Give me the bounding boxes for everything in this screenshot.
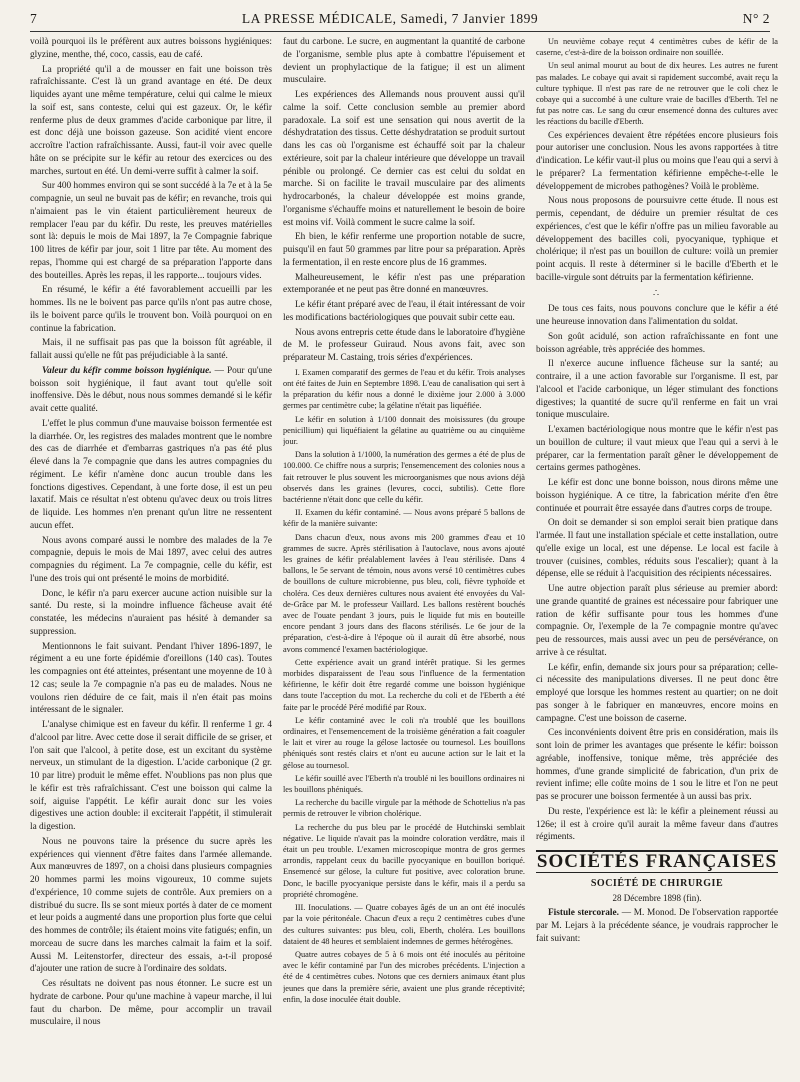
column-3 xyxy=(536,36,778,1074)
article-heading: Fistule stercorale. xyxy=(548,908,619,919)
society-heading: SOCIÉTÉ DE CHIRURGIE xyxy=(590,877,724,889)
paragraph: Malheureusement, le kéfir n'est pas une préparation extemporanée et ne peut pas être donné en manœuvres. xyxy=(283,272,525,296)
paragraph: On doit se demander si son emploi serait bien pratique dans l'armée. Il faut une installation spéciale et cette installation, outre qu'elle exige un local, est une dépense. Le local est facile à trouver (cuisines, combles, réduits sous l'escalier); quant à la dépense, elle se réduit à l'acquisition des récipients nécessaires. xyxy=(536,518,778,580)
journal-title: LA PRESSE MÉDICALE, Samedi, 7 Janvier 1899 xyxy=(241,11,539,26)
paragraph: Le kéfir est donc une bonne boisson, nous dirons même une boisson hygiénique. A ce titre, la fabrication mérite d'en être continuée et pourrait être essayée dans d'autres corps de troupe. xyxy=(536,478,778,514)
paragraph: Le kéfir étant préparé avec de l'eau, il était intéressant de voir les modifications bactériologiques que pouvait subir cette eau. xyxy=(283,300,525,323)
paragraph: Son goût acidulé, son action rafraîchissante en font une boisson agréable, très appréciée des hommes. xyxy=(536,331,778,355)
experiment-paragraph: Dans la solution à 1/1000, la numération des germes a été de plus de 100.000. Ce chiffre nous a surpris; l'ensemencement des colonies nous a fait retrouver le plus souvent les microorganismes que nous avions déjà observés dans les graines (levures, cocci, subtilis). Cette flore bactérienne n'était donc que celle du kéfir. xyxy=(283,450,525,504)
subsection-heading: Valeur du kéfir comme boisson hygiénique. xyxy=(42,365,212,376)
paragraph: Il n'exerce aucune influence fâcheuse sur la santé; au contraire, il a une action favorable sur l'organisme. Il est, par l'alcool et l'acide carbonique, un léger stimulant des fonctions digestives; la quantité de sucre qu'il renferme en fait un vrai tonique musculaire. xyxy=(536,359,778,421)
paragraph-text: — M. Monod. De l'observation rapportée par M. Lejars à la précédente séance, je voudrais rapprocher le fait suivant: xyxy=(536,908,778,944)
paragraph: faut du carbone. Le sucre, en augmentant la quantité de carbone de l'organisme, semble plus apte à combattre l'épuisement et devient un prophylactique de la fatigue; il est un aliment musculaire. xyxy=(283,37,525,86)
experiment-paragraph: Cette expérience avait un grand intérêt pratique. Si les germes morbides disparaissent de l'eau sous l'influence de la fermentation kéfirienne, le kéfir doit être regardé comme une boisson hygiénique dans toute l'acception du mot. La recherche du coli et de l'Eberth a été faite par le procédé Péré modifié par Roux. xyxy=(283,657,525,712)
page-header xyxy=(30,10,770,28)
section-title: SOCIÉTÉS FRANÇAISES xyxy=(536,851,778,873)
paragraph: La propriété qu'il a de mousser en fait une boisson très rafraîchissante. C'est là un grand avantage en été. De deux liquides ayant une même température, celui qui calme le mieux la soif est, sans conteste, celui qui est gazeux. Or, le kéfir renferme plus de deux grammes d'acide carbonique par litre, il est donc déjà une boisson gazeuse. Son acidité vient encore accroître l'action rafraîchissante. Aussi, faut-il voir avec quelle hâte on se précipite sur le kéfir au retour des exercices ou des marches, surtout en été. Un demi-verre suffit à calmer la soif. xyxy=(30,64,272,177)
column-1 xyxy=(30,36,272,1074)
paragraph: Nous ne pouvons taire la présence du sucre après les expériences qui viennent d'être faites dans l'armée allemande. Aux manœuvres de 1897, on a choisi dans plusieurs compagnies 20 hommes parmi les moins vigoureux, 10 comme sujets d'expérience, 10 comme sujets de contrôle. Aux premiers on a distribué du sucre. Ils se sont mieux portés à dater de ce moment et leur poids a augmenté dans une proportion plus forte que celui des hommes de contrôle; ils étaient moins vite fatigués; enfin, un morceau de sucre dans les marches calmait la faim et la soif. Aussi M. Leitenstorfer, directeur des essais, a-t-il proposé d'ajouter une ration de sucre à l'ordinaire des soldats. xyxy=(30,836,272,975)
paragraph: Du reste, l'expérience est là: le kéfir a pleinement réussi au 126e; il est à croire qu'il aurait la même faveur dans d'autres régiments. xyxy=(536,806,778,843)
experiment-paragraph: Quatre autres cobayes de 5 à 6 mois ont été inoculés au péritoine avec le kéfir contaminé par l'un des microbes précédents. L'injection a été de 4 centimètres cubes. Notons que ces derniers animaux étant plus jeunes que dans la première série, avaient une plus grande réceptivité; enfin, la dose inoculée était double. xyxy=(283,949,525,1004)
paragraph-text: — Pour qu'une boisson soit hygiénique, il faut avant tout qu'elle soit inoffensive. Dès le début, nous nous sommes demandé si le kéfir avait cette qualité. xyxy=(30,365,272,414)
header-rule xyxy=(30,31,770,32)
paragraph: Ces résultats ne doivent pas nous étonner. Le sucre est un hydrate de carbone. Pour qu'une machine à vapeur marche, il lui faut du charbon. De même, pour accomplir un travail musculaire, il nous xyxy=(30,979,272,1028)
experiment-paragraph: III. Inoculations. — Quatre cobayes âgés de un an ont été inoculés par la voie péritonéale. Chacun d'eux a reçu 2 centimètres cubes d'une des cultures suivantes: pus bleu, coli, Eberth, choléra. Les bouillons dataient de 48 heures et semblaient indemnes de germes hétérogènes. xyxy=(283,903,525,946)
session-date: 28 Décembre 1898 (fin). xyxy=(612,892,702,903)
experiment-paragraph: I. Examen comparatif des germes de l'eau et du kéfir. Trois analyses ont été faites de Juin en Septembre 1898. L'eau de canalisation qui sert à la préparation du kéfir nous a donné le dixième jour 2.000 à 3.000 germes par centimètre cube; la gélatine n'était pas liquéfiée. xyxy=(283,367,525,411)
paragraph: Nous avons entrepris cette étude dans le laboratoire d'hygiène de M. le professeur Guiraud. Nous avons fait, avec son préparateur M. Castaing, trois séries d'expériences. xyxy=(283,327,525,363)
paragraph: De tous ces faits, nous pouvons conclure que le kéfir a été une heureuse innovation dans l'alimentation du soldat. xyxy=(536,304,778,328)
experiment-paragraph: La recherche du pus bleu par le procédé de Hutchinski semblait négative. Le liquide n'avait pas la moindre coloration verdâtre, mais il était un peu trouble. L'examen microscopique montra de gros germes arrondis, rappelant ceux du bacille pyocyanique en bouillon boriqué. Ensemencé sur gélose, la culture fut positive, avec coloration brune. Donc, le bacille pyocyanique persiste dans le kéfir, mais il a perdu sa propriété chromogène. xyxy=(283,822,525,899)
paragraph: Eh bien, le kéfir renferme une proportion notable de sucre, puisqu'il en faut 50 grammes par litre pour sa préparation. Après la fermentation, il en reste encore plus de 16 grammes. xyxy=(283,232,525,268)
section-asterism: ∴ xyxy=(653,288,661,299)
experiment-paragraph: Le kéfir souillé avec l'Eberth n'a troublé ni les bouillons ordinaires ni les bouillons phéniqués. xyxy=(283,773,525,795)
experiment-paragraph: II. Examen du kéfir contaminé. — Nous avons préparé 5 ballons de kéfir de la manière suivante: xyxy=(283,508,525,529)
paragraph: L'effet le plus commun d'une mauvaise boisson fermentée est la diarrhée. Or, les registres des malades montrent que le nombre des cas de diarrhée et d'embarras gastriques n'a pas été plus élevé dans la 7e compagnie que dans les autres compagnies du régiment. Le kéfir n'amène donc aucun trouble dans les fonctions digestives. Cependant, à une forte dose, il est un peu laxatif. Mais ce résultat n'est obtenu qu'avec deux ou trois litres de liquide. Les hommes n'en prenant qu'un litre ne ressentent aucun effet. xyxy=(30,418,272,531)
paragraph: Nous nous proposons de poursuivre cette étude. Il nous est permis, cependant, de déduire un premier résultat de ces expériences, c'est que le kéfir n'offre pas un milieu favorable au développement des bacilles coli, pyocyanique, typhique et cholérique; il n'est pas un bouillon de culture: voilà un premier point acquis. Il reste à déterminer si le bacille d'Eberth et le bacille-virgule sont détruits par la fermentation kéfirienne. xyxy=(536,196,778,283)
page-number: 7 xyxy=(30,11,38,26)
experiment-paragraph: Le kéfir contaminé avec le coli n'a troublé que les bouillons ordinaires, et l'ensemencement de la troisième génération a fait coaguler le lait et virer au rouge la gélose lactosée ou tournesol. Les bouillons phéniqués sont restés clairs et n'ont eu aucune action sur le lait et la gélose au tournesol. xyxy=(283,715,525,770)
paragraph: En résumé, le kéfir a été favorablement accueilli par les hommes. Ils ne le boivent pas parce qu'ils n'ont pas autre chose, ils le boivent parce qu'ils le trouvent bon. Voilà pourquoi on en continue la fabrication. xyxy=(30,285,272,334)
paragraph: Mais, il ne suffisait pas pas que la boisson fût agréable, il fallait aussi qu'elle ne fût pas préjudiciable à la santé. xyxy=(30,338,272,361)
subsection-paragraph xyxy=(30,365,272,416)
column-2 xyxy=(283,36,525,1074)
paragraph: Les expériences des Allemands nous prouvent aussi qu'il calme la soif. Cette conclusion semble au premier abord paradoxale. La soif est une sensation qui nous avertit de la déshydratation des tissus. Cette déshydratation se produit surtout dans les cas où l'organisme est échauffé soit par la chaleur extérieure, soit par la chaleur intérieure que développe un travail pénible ou prolongé. Ce dernier cas est celui du soldat en marche. Si on facilite le travail musculaire par des aliments hydrocarbonés, la chaleur développée est moins grande, l'organisme s'échauffe moins et naturellement le besoin de boire est moins vif. Voilà comment le sucre calme la soif. xyxy=(283,90,525,228)
experiment-paragraph: Un seul animal mourut au bout de dix heures. Les autres ne furent pas malades. Le cobaye qui avait si rapidement succombé, avait reçu la culture typhique. Il n'est pas rare de ne retrouver que le coli chez le cobaye qui a succombé à une culture vraie de bacilles d'Eberth. Tel ne fut pas notre cas. Le sang du cœur ensemencé donna des cultures avec les réactions du bacille d'Eberth. xyxy=(536,61,778,127)
experiment-paragraph: La recherche du bacille virgule par la méthode de Schottelius n'a pas permis de retrouver le vibrion cholérique. xyxy=(283,798,525,819)
section-rule-bottom xyxy=(536,872,778,873)
paragraph: Mentionnons le fait suivant. Pendant l'hiver 1896-1897, le régiment a eu une forte épidémie d'oreillons (140 cas). Toutes les compagnies ont été atteintes, présentant une moyenne de 10 à 12 cas; seule la 7e compagnie n'a pas eu de malades. Nous ne voulons rien déduire de ce fait, mais il n'en était pas moins intéressant de le signaler. xyxy=(30,641,272,716)
paragraph: Ces inconvénients doivent être pris en considération, mais ils sont loin de primer les avantages que présente le kéfir: boisson agréable, inoffensive, tonique même, très appréciée des hommes, d'une grande simplicité de fabrication, d'un prix de revient infime; elle coûte moins de 1 sou le litre et l'on ne peut pas se procurer une boisson fermentée à un aussi bas prix. xyxy=(536,728,778,803)
paragraph xyxy=(536,907,778,945)
paragraph: Une autre objection paraît plus sérieuse au premier abord: une grande quantité de graines est nécessaire pour fabriquer une ration de kéfir suffisante pour tous les hommes d'une compagnie. Or, l'exemple de la 7e compagnie montre qu'avec peu de ressources, mais aussi avec un peu de persévérance, on arrive à ce résultat. xyxy=(536,584,778,658)
paragraph: L'examen bactériologique nous montre que le kéfir n'est pas un bouillon de culture; il vaut mieux que l'eau qui a servi à le préparer, car la fermentation paraît gêner le développement de certains germes pathogènes. xyxy=(536,425,778,474)
paragraph: voilà pourquoi ils le préfèrent aux autres boissons hygiéniques: glyzine, menthe, thé, coco, cassis, eau de café. xyxy=(30,37,272,60)
experiments-block-end xyxy=(536,36,778,128)
paragraph: Le kéfir, enfin, demande six jours pour sa préparation; celle-ci nécessite des manipulations diverses. Il ne peut donc être employé que lorsque les hommes restent au quartier; on ne doit pas songer à le fabriquer en manœuvres, encore moins en campagne. C'est une boisson de caserne. xyxy=(536,662,778,724)
experiment-paragraph: Un neuvième cobaye reçut 4 centimètres cubes de kéfir de la caserne, c'est-à-dire de la boisson ordinaire non souillée. xyxy=(536,37,778,58)
experiments-block xyxy=(283,367,525,1005)
experiment-paragraph: Le kéfir en solution à 1/100 donnait des moisissures (du groupe penicillium) qui liquéfiaient la gélatine au quatrième ou au cinquième jour. xyxy=(283,414,525,446)
paragraph: Donc, le kéfir n'a paru exercer aucune action nuisible sur la santé. Du reste, si la moindre influence fâcheuse avait été constatée, les médecins n'auraient pas hésité à demander sa suppression. xyxy=(30,588,272,637)
paragraph: L'analyse chimique est en faveur du kéfir. Il renferme 1 gr. 4 d'alcool par litre. Avec cette dose il serait difficile de se griser, et l'on sait que l'alcool, à petite dose, est un excitant du système nerveux, un stimulant de la digestion. L'acide carbonique (2 gr. 10 par litre) produit le même effet. N'oublions pas non plus que le kéfir est très rafraîchissant. C'est une boisson qui calme la soif, aiguise l'appétit. Le kéfir aurait donc sur les voies digestives une action double: il exciterait l'appétit, il stimulerait la digestion. xyxy=(30,720,272,832)
paragraph: Ces expériences devaient être répétées encore plusieurs fois pour autoriser une conclusion. Nous les avons rapportées à titre d'indication. Le kéfir vaut-il plus ou moins que l'eau qui a servi à le préparer? La fermentation kéfirienne empêche-t-elle le développement de microbes pathogènes? Voilà le problème. xyxy=(536,130,778,192)
paragraph: Sur 400 hommes environ qui se sont succédé à la 7e et à la 5e compagnie, un seul ne buvait pas de kéfir; en revanche, trois qui n'aimaient pas le vin étaient particulièrement heureux de remplacer l'eau par du kéfir. Du reste, les preuves matérielles sont là: depuis le mois de Mai 1897, la 7e Compagnie fabrique 100 litres de kéfir par jour, soit 1 litre par tête. Au moment des repas, l'homme qui est chargé de sa préparation l'apporte dans des bouteilles. Après les repas, il les rapporte... toujours vides. xyxy=(30,181,272,281)
experiment-paragraph: Dans chacun d'eux, nous avons mis 200 grammes d'eau et 10 grammes de sucre. Après stérilisation à l'autoclave, nous avons ajouté les graines de kéfir préalablement lavées à l'eau stérilisée. Dans 4 ballons, le 5e servant de témoin, nous avons versé 10 centimètres cubes de bouillons de culture microbienne, pus bleu, coli, fièvre typhoïde et choléra. Ces deux dernières cultures nous avaient été envoyées du Val-de-Grâce par M. le professeur Vaillard. Les ballons restèrent bouchés avec de l'ouate pendant 3 jours, puis le liquide fut mis en bouteille encore pendant 3 jours dans des flacons stérilisés. Le 6e jour de la préparation, c'est-à-dire à l'époque où il aurait dû être absorbé, nous avons commencé l'examen bactériologique. xyxy=(283,532,525,654)
paragraph: Nous avons comparé aussi le nombre des malades de la 7e compagnie, depuis le mois de Mai 1897, avec celui des autres compagnies du régiment. La 7e compagnie, celle du kéfir, est l'une des trois qui ont présenté le moins de morbidité. xyxy=(30,535,272,584)
issue-number: N° 2 xyxy=(742,11,770,26)
